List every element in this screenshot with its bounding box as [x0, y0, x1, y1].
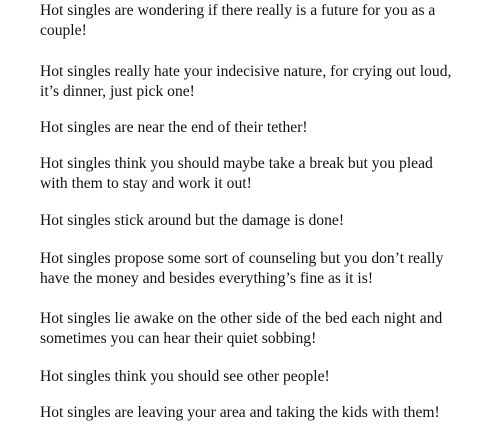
paragraph-1-line-1: Hot singles are wondering if there really is a future for you as a	[40, 2, 436, 19]
paragraph-2-line-1: Hot singles really hate your indecisive nature, for crying out loud,	[40, 63, 452, 80]
paragraph-8	[40, 367, 480, 387]
paragraph-6-line-1: Hot singles propose some sort of counseling but you don’t really	[40, 250, 444, 267]
paragraph-5	[40, 211, 480, 231]
paragraph-1-line-2: couple!	[40, 22, 87, 39]
paragraph-8-line-1: Hot singles think you should see other people!	[40, 368, 330, 385]
paragraph-6-line-2: have the money and besides everything’s fine as it is!	[40, 270, 374, 287]
paragraph-3	[40, 118, 480, 138]
paragraph-4	[40, 154, 480, 194]
paragraph-9	[40, 403, 480, 423]
paragraph-7-line-1: Hot singles lie awake on the other side of the bed each night and	[40, 310, 443, 327]
paragraph-4-line-2: with them to stay and work it out!	[40, 175, 252, 192]
paragraph-3-line-1: Hot singles are near the end of their tether!	[40, 119, 308, 136]
paragraph-5-line-1: Hot singles stick around but the damage is done!	[40, 212, 345, 229]
paragraph-2-line-2: it’s dinner, just pick one!	[40, 83, 195, 100]
paragraph-9-line-1: Hot singles are leaving your area and taking the kids with them!	[40, 404, 440, 421]
paragraph-7-line-2: sometimes you can hear their quiet sobbing!	[40, 330, 317, 347]
paragraph-7	[40, 309, 480, 349]
paragraph-4-line-1: Hot singles think you should maybe take a break but you plead	[40, 155, 433, 172]
paragraph-6	[40, 249, 480, 289]
paragraph-1	[40, 1, 480, 41]
paragraph-2	[40, 62, 480, 102]
